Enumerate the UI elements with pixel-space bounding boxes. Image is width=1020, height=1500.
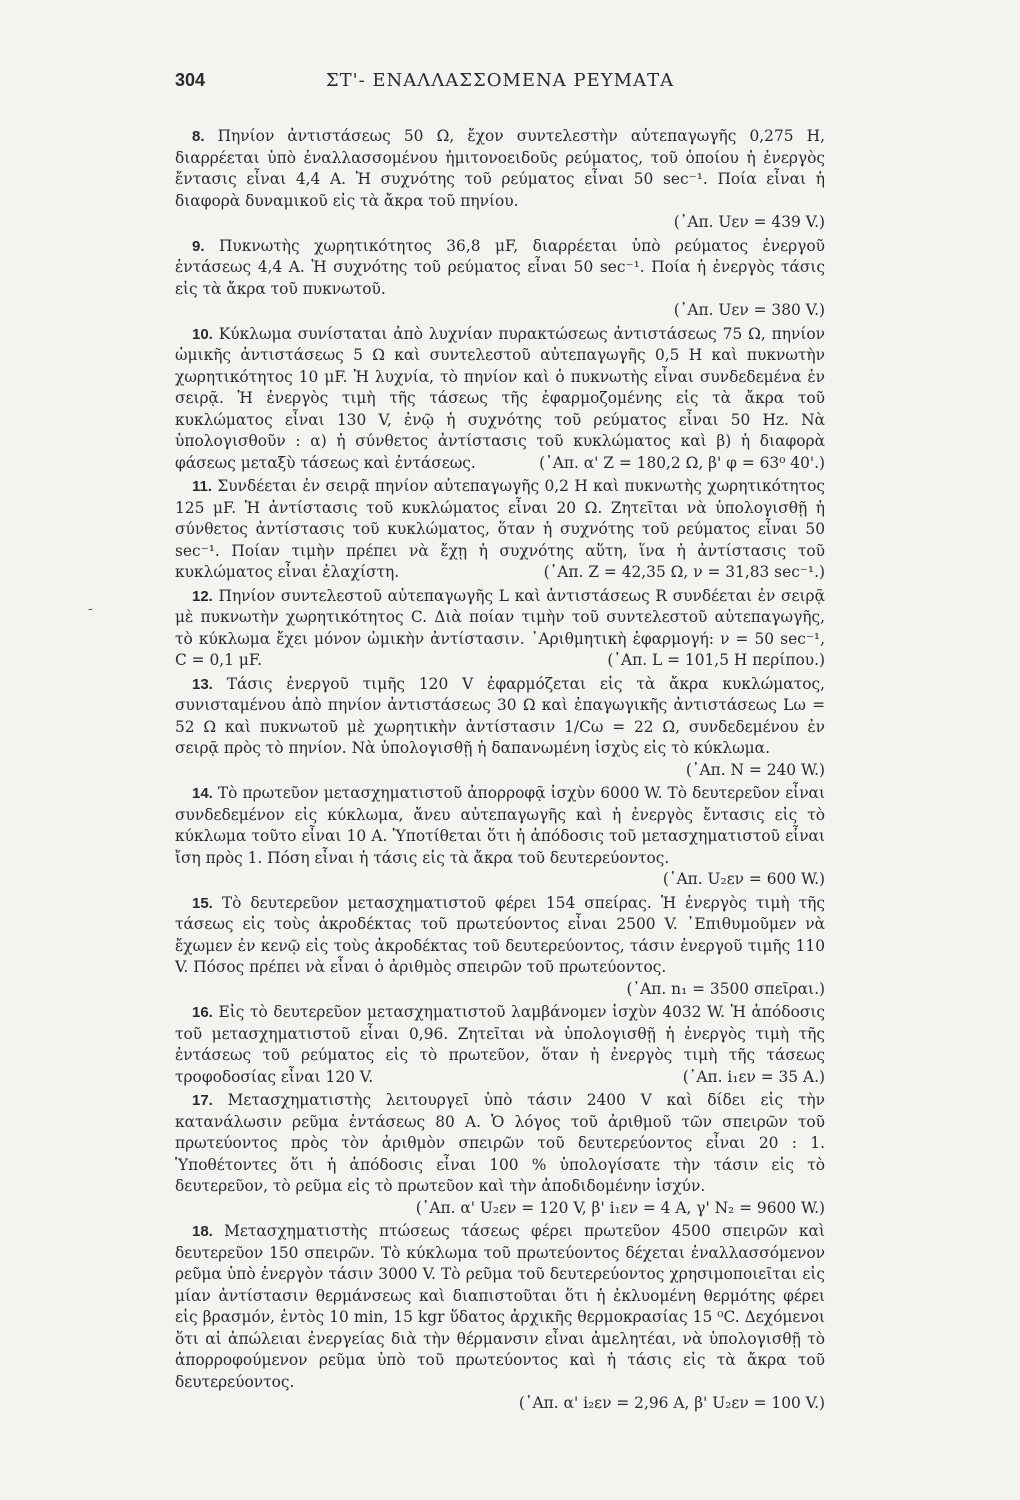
- problem-text: Μετασχηματιστὴς πτώσεως τάσεως φέρει πρωτεῦον 4500 σπειρῶν καὶ δευτερεῦον 150 σπειρῶν. Τὸ κύκλωμα τοῦ πρωτεύοντος δέχεται ἐναλλασσόμενον ρεῦμα ὑπὸ ἐνεργὸν τάσιν 3000 V. Τὸ ρεῦμα τοῦ δευτερεύοντος χρησιμοποιεῖται εἰς μίαν ἀντίστασιν θερμάνσεως καὶ διαπιστοῦται ὅτι ἡ ἐκλυομένη θερμότης φέρει εἰς βρασμόν, ἐντὸς 10 min, 15 kgr ὕδατος ἀρχικῆς θερμοκρασίας 15 ⁰C. Δεχόμενοι ὅτι αἱ ἀπώλειαι ἐνεργείας διὰ τὴν θέρμανσιν εἶναι ἀμελητέαι, νὰ ὑπολογισθῇ τὸ ἀπορροφούμενον ρεῦμα ὑπὸ τοῦ πρωτεύοντος καὶ ἡ τάσις εἰς τὰ ἄκρα τοῦ δευτερεύοντος.: [175, 1222, 825, 1391]
- problem-item: [175, 126, 825, 234]
- problem-text: Συνδέεται ἐν σειρᾷ πηνίον αὐτεπαγωγῆς 0,2 Η καὶ πυκνωτὴς χωρητικότητος 125 μF. Ἡ ἀντίστασις τοῦ κυκλώματος εἶναι 20 Ω. Ζητεῖται νὰ ὑπολογισθῇ ἡ σύνθετος ἀντίστασις τοῦ κυκλώματος, ὅταν ἡ συχνότης τοῦ ρεύματος εἶναι 50 sec⁻¹. Ποίαν τιμὴν πρέπει νὰ ἔχῃ ἡ συχνότης αὕτη, ἵνα ἡ ἀντίστασις τοῦ κυκλώματος εἶναι ἐλαχίστη.: [175, 477, 825, 581]
- problem-answer: (᾽Απ. Ν = 240 W.): [685, 760, 825, 779]
- problem-answer: (᾽Απ. α' i₂εν = 2,96 Α, β' U₂εν = 100 V.): [518, 1394, 825, 1412]
- problem-item: [175, 476, 825, 584]
- problem-answer: (᾽Απ. Ζ = 42,35 Ω, ν = 31,83 sec⁻¹.): [543, 563, 825, 581]
- problem-answer: (᾽Απ. L = 101,5 Η περίπου.): [607, 651, 825, 669]
- problem-item: [175, 893, 825, 1001]
- page-number: 304: [175, 70, 206, 90]
- problem-text-block: [175, 674, 825, 779]
- problem-number: 10.: [192, 325, 213, 343]
- problem-text-block: [175, 586, 825, 672]
- problem-answer: (᾽Απ. α' U₂εν = 120 V, β' i₁εν = 4 Α, γ' Ν₂ = 9600 W.): [415, 1198, 825, 1217]
- problem-answer: (᾽Απ. n₁ = 3500 σπεῖραι.): [626, 979, 825, 998]
- problem-text-block: [175, 783, 825, 888]
- running-title: ΣΤ'- ΕΝΑΛΛΑΣΣΟΜΕΝΑ ΡΕΥΜΑΤΑ: [325, 70, 675, 91]
- problem-item: [175, 783, 825, 891]
- problem-number: 12.: [192, 587, 213, 605]
- problem-item: [175, 1002, 825, 1088]
- problem-text: Τάσις ἐνεργοῦ τιμῆς 120 V ἐφαρμόζεται εἰς τὰ ἄκρα κυκλώματος, συνισταμένου ἀπὸ πηνίον ἀντιστάσεως 30 Ω καὶ ἐπαγωγικῆς ἀντιστάσεως Lω = 52 Ω καὶ πυκνωτοῦ μὲ χωρητικὴν ἀντίστασιν 1/Cω = 22 Ω, συνδεδεμένου ἐν σειρᾷ πρὸς τὸ πηνίον. Νὰ ὑπολογισθῇ ἡ δαπανωμένη ἰσχὺς εἰς τὸ κύκλωμα.: [175, 674, 825, 757]
- problem-text-block: [175, 1090, 825, 1198]
- problem-item: [175, 236, 825, 322]
- problem-text: Τὸ δευτερεῦον μετασχηματιστοῦ φέρει 154 σπείρας. Ἡ ἐνεργὸς τιμὴ τῆς τάσεως εἰς τοὺς ἀκροδέκτας τοῦ πρωτεύοντος εἶναι 2500 V. ᾽Επιθυμοῦμεν νὰ ἔχωμεν ἐν κενῷ εἰς τοὺς ἀκροδέκτας τοῦ δευτερεύοντος, τάσιν ἐνεργοῦ τιμῆς 110 V. Πόσος πρέπει νὰ εἶναι ὁ ἀριθμὸς σπειρῶν τοῦ πρωτεύοντος.: [175, 893, 825, 976]
- problem-answer: (᾽Απ. α' Ζ = 180,2 Ω, β' φ = 63⁰ 40'.): [539, 453, 825, 472]
- problem-text-block: [175, 476, 825, 584]
- problem-answer: (᾽Απ. Uεν = 439 V.): [673, 213, 825, 231]
- problem-text-block: [175, 1002, 825, 1088]
- problem-item: [175, 674, 825, 782]
- problem-text: Πηνίον ἀντιστάσεως 50 Ω, ἔχον συντελεστὴν αὐτεπαγωγῆς 0,275 Η, διαρρέεται ὑπὸ ἐναλλασσομένου ἡμιτονοειδοῦς ρεύματος, τοῦ ὁποίου ἡ ἐνεργὸς ἔντασις εἶναι 4,4 Α. Ἡ συχνότης τοῦ ρεύματος εἶναι 50 sec⁻¹. Ποία εἶναι ἡ διαφορὰ δυναμικοῦ εἰς τὰ ἄκρα τοῦ πηνίου.: [175, 127, 825, 210]
- problem-text: Τὸ πρωτεῦον μετασχηματιστοῦ ἀπορροφᾷ ἰσχὺν 6000 W. Τὸ δευτερεῦον εἶναι συνδεδεμένον εἰς κύκλωμα, ἄνευ αὐτεπαγωγῆς καὶ ἡ ἐνεργὸς ἔντασις εἰς τὸ κύκλωμα τοῦτο εἶναι 10 Α. Ὑποτίθεται ὅτι ἡ ἀπόδοσις τοῦ μετασχηματιστοῦ εἶναι ἴση πρὸς 1. Πόση εἶναι ἡ τάσις εἰς τὰ ἄκρα τοῦ δευτερεύοντος.: [175, 784, 825, 867]
- problem-item: [175, 324, 825, 475]
- problem-number: 8.: [192, 128, 205, 145]
- answer-line: [175, 1198, 825, 1220]
- problem-text: Μετασχηματιστὴς λειτουργεῖ ὑπὸ τάσιν 2400 V καὶ δίδει εἰς τὴν κατανάλωσιν ρεῦμα ἐντάσεως 80 Α. Ὁ λόγος τοῦ ἀριθμοῦ τῶν σπειρῶν τοῦ πρωτεύοντος πρὸς τὸν ἀριθμὸν σπειρῶν τοῦ δευτερεύοντος εἶναι 20 : 1. Ὑποθέτοντες ὅτι ἡ ἀπόδοσις εἶναι 100 % ὑπολογίσατε τὴν τάσιν εἰς τὸ δευτερεῦον, τὸ ρεῦμα εἰς τὸ πρωτεῦον καὶ τὴν ἀποδιδομένην ἰσχύν.: [175, 1091, 825, 1195]
- problem-item: [175, 586, 825, 672]
- problem-number: 17.: [192, 1092, 213, 1109]
- problem-item: [175, 1090, 825, 1219]
- answer-line: [175, 212, 825, 234]
- problem-number: 16.: [192, 1004, 213, 1021]
- problem-text-block: [175, 236, 825, 301]
- problem-number: 15.: [192, 894, 213, 912]
- problem-text: Πηνίον συντελεστοῦ αὐτεπαγωγῆς L καὶ ἀντιστάσεως R συνδέεται ἐν σειρᾷ μὲ πυκνωτὴν χωρητικότητος C. Διὰ ποίαν τιμὴν τοῦ συντελεστοῦ αὐτεπαγωγῆς, τὸ κύκλωμα ἔχει μόνον ὠμικὴν ἀντίστασιν. ᾽Αριθμητικὴ ἐφαρμογή: ν = 50 sec⁻¹, C = 0,1 μF.: [175, 586, 825, 669]
- margin-mark: -: [88, 601, 93, 617]
- problem-text: Κύκλωμα συνίσταται ἀπὸ λυχνίαν πυρακτώσεως ἀντιστάσεως 75 Ω, πηνίον ὠμικῆς ἀντιστάσεως 5 Ω καὶ συντελεστοῦ αὐτεπαγωγῆς 0,5 Η καὶ πυκνωτὴν χωρητικότητος 10 μF. Ἡ λυχνία, τὸ πηνίον καὶ ὁ πυκνωτὴς εἶναι συνδεδεμένα ἐν σειρᾷ. Ἡ ἐνεργὸς τιμὴ τῆς τάσεως τῆς ἐφαρμοζομένης εἰς τὰ ἄκρα τοῦ κυκλώματος εἶναι 130 V, ἐνῷ ἡ συχνότης τοῦ ρεύματος εἶναι 50 Hz. Νὰ ὑπολογισθοῦν : α) ἡ σύνθετος ἀντίστασις τοῦ κυκλώματος καὶ β) ἡ διαφορὰ φάσεως μεταξὺ τάσεως καὶ ἐντάσεως.: [175, 324, 825, 472]
- problem-number: 18.: [192, 1223, 213, 1240]
- problem-list: [175, 126, 825, 1417]
- problem-text-block: [175, 1221, 825, 1393]
- problem-text-block: [175, 893, 825, 998]
- answer-line: [175, 300, 825, 322]
- problem-text-block: [175, 324, 825, 475]
- problem-answer: (᾽Απ. Uεν = 380 V.): [673, 301, 825, 319]
- page-header: [175, 70, 825, 100]
- problem-answer: (᾽Απ. U₂εν = 600 W.): [662, 870, 825, 888]
- problem-text-block: [175, 126, 825, 212]
- problem-number: 13.: [192, 675, 213, 693]
- problem-answer: (᾽Απ. i₁εν = 35 Α.): [682, 1067, 825, 1086]
- problem-text: Πυκνωτὴς χωρητικότητος 36,8 μF, διαρρέεται ὑπὸ ρεύματος ἐνεργοῦ ἐντάσεως 4,4 Α. Ἡ συχνότης τοῦ ρεύματος εἶναι 50 sec⁻¹. Ποία ἡ ἐνεργὸς τάσις εἰς τὰ ἄκρα τοῦ πυκνωτοῦ.: [175, 236, 825, 298]
- problem-number: 14.: [192, 785, 213, 802]
- problem-item: [175, 1221, 825, 1415]
- problem-text: Εἰς τὸ δευτερεῦον μετασχηματιστοῦ λαμβάνομεν ἰσχὺν 4032 W. Ἡ ἀπόδοσις τοῦ μετασχηματιστοῦ εἶναι 0,96. Ζητεῖται νὰ ὑπολογισθῇ ἡ ἐνεργὸς τιμὴ τῆς ἐντάσεως τοῦ ρεύματος εἰς τὸ πρωτεῦον, ὅταν ἡ ἐνεργὸς τιμὴ τῆς τάσεως τροφοδοσίας εἶναι 120 V.: [175, 1003, 825, 1086]
- answer-line: [175, 1393, 825, 1415]
- problem-number: 11.: [192, 478, 213, 495]
- problem-number: 9.: [192, 237, 205, 255]
